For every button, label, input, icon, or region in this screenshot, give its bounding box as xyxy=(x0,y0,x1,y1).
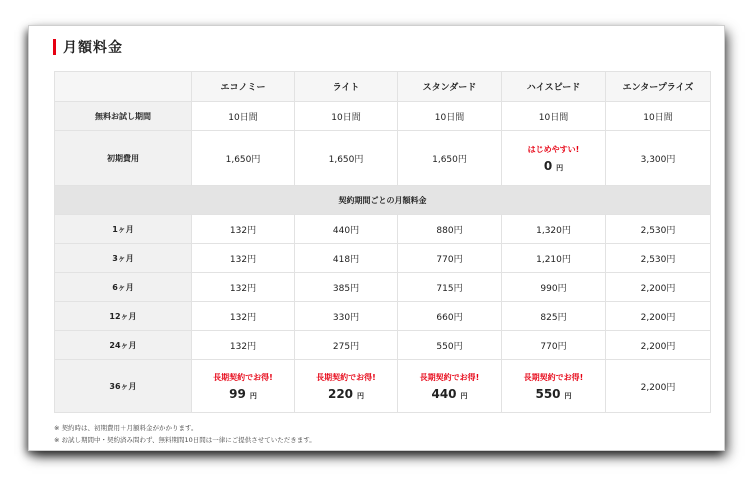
row-label-month: 36ヶ月 xyxy=(55,360,192,413)
row-label-initial: 初期費用 xyxy=(55,131,192,186)
initial-fee-row xyxy=(55,131,711,186)
pricing-card xyxy=(29,26,724,450)
price-cell: 2,200円 xyxy=(606,273,711,302)
price-cell: 880円 xyxy=(398,215,502,244)
initial-cell-highspeed xyxy=(502,131,606,186)
price-cell-promo xyxy=(295,360,398,413)
price-cell: 418円 xyxy=(295,244,398,273)
price-cell: 2,200円 xyxy=(606,302,711,331)
price-cell: 550円 xyxy=(398,331,502,360)
price-cell: 385円 xyxy=(295,273,398,302)
price-cell: 275円 xyxy=(295,331,398,360)
price-cell-promo xyxy=(192,360,295,413)
heading-title: 月額料金 xyxy=(63,40,123,56)
plan-header-standard: スタンダード xyxy=(398,72,502,102)
initial-highspeed-value: 0 xyxy=(543,158,553,173)
row-label-month: 6ヶ月 xyxy=(55,273,192,302)
trial-cell: 10日間 xyxy=(502,102,606,131)
month-row-12 xyxy=(55,302,711,331)
corner-cell xyxy=(55,72,192,102)
initial-cell: 1,650円 xyxy=(192,131,295,186)
heading-accent-bar xyxy=(53,39,56,55)
pricing-table xyxy=(54,71,711,413)
price-cell: 2,200円 xyxy=(606,360,711,413)
section-row xyxy=(55,186,711,215)
yen-unit: 円 xyxy=(460,391,468,400)
initial-cell: 1,650円 xyxy=(398,131,502,186)
promo-price: 440 xyxy=(431,386,457,401)
initial-cell: 1,650円 xyxy=(295,131,398,186)
price-cell: 825円 xyxy=(502,302,606,331)
trial-cell: 10日間 xyxy=(192,102,295,131)
plan-header-enterprise: エンタープライズ xyxy=(606,72,711,102)
month-row-3 xyxy=(55,244,711,273)
trial-cell: 10日間 xyxy=(606,102,711,131)
price-cell: 2,200円 xyxy=(606,331,711,360)
plan-header-highspeed: ハイスピード xyxy=(502,72,606,102)
month-row-6 xyxy=(55,273,711,302)
price-cell: 132円 xyxy=(192,244,295,273)
yen-unit: 円 xyxy=(556,163,564,172)
section-title: 契約期間ごとの月額料金 xyxy=(55,186,711,215)
month-row-1 xyxy=(55,215,711,244)
plan-header-lite: ライト xyxy=(295,72,398,102)
yen-unit: 円 xyxy=(249,391,257,400)
price-cell: 770円 xyxy=(502,331,606,360)
promo-badge: 長期契約でお得! xyxy=(213,372,273,382)
plan-header-economy: エコノミー xyxy=(192,72,295,102)
price-cell: 770円 xyxy=(398,244,502,273)
promo-badge: はじめやすい! xyxy=(527,144,580,154)
yen-unit: 円 xyxy=(564,391,572,400)
initial-cell: 3,300円 xyxy=(606,131,711,186)
price-cell: 132円 xyxy=(192,215,295,244)
month-row-36 xyxy=(55,360,711,413)
row-label-month: 24ヶ月 xyxy=(55,331,192,360)
promo-badge: 長期契約でお得! xyxy=(419,372,480,382)
promo-badge: 長期契約でお得! xyxy=(316,372,376,382)
price-cell: 990円 xyxy=(502,273,606,302)
trial-row xyxy=(55,102,711,131)
price-cell: 2,530円 xyxy=(606,244,711,273)
price-cell: 132円 xyxy=(192,273,295,302)
price-cell: 660円 xyxy=(398,302,502,331)
promo-price: 220 xyxy=(327,386,354,401)
footnote: ※ お試し期間中・契約済み問わず、無料期間10日間は一律にご提供させていただきます。 xyxy=(54,436,316,444)
price-cell: 1,320円 xyxy=(502,215,606,244)
yen-unit: 円 xyxy=(357,391,365,400)
price-cell: 330円 xyxy=(295,302,398,331)
month-row-24 xyxy=(55,331,711,360)
promo-badge: 長期契約でお得! xyxy=(523,372,584,382)
price-cell: 715円 xyxy=(398,273,502,302)
promo-price: 99 xyxy=(229,386,246,401)
price-cell: 1,210円 xyxy=(502,244,606,273)
footnote: ※ 契約時は、初期費用＋月額料金がかかります。 xyxy=(54,424,198,432)
footnotes xyxy=(54,422,316,446)
price-cell: 132円 xyxy=(192,331,295,360)
price-cell: 2,530円 xyxy=(606,215,711,244)
price-cell-promo xyxy=(398,360,502,413)
section-heading xyxy=(53,38,123,56)
promo-price: 550 xyxy=(535,386,561,401)
price-cell: 132円 xyxy=(192,302,295,331)
row-label-trial: 無料お試し期間 xyxy=(55,102,192,131)
row-label-month: 3ヶ月 xyxy=(55,244,192,273)
price-cell-promo xyxy=(502,360,606,413)
row-label-month: 12ヶ月 xyxy=(55,302,192,331)
trial-cell: 10日間 xyxy=(398,102,502,131)
trial-cell: 10日間 xyxy=(295,102,398,131)
row-label-month: 1ヶ月 xyxy=(55,215,192,244)
plan-header-row xyxy=(55,72,711,102)
price-cell: 440円 xyxy=(295,215,398,244)
